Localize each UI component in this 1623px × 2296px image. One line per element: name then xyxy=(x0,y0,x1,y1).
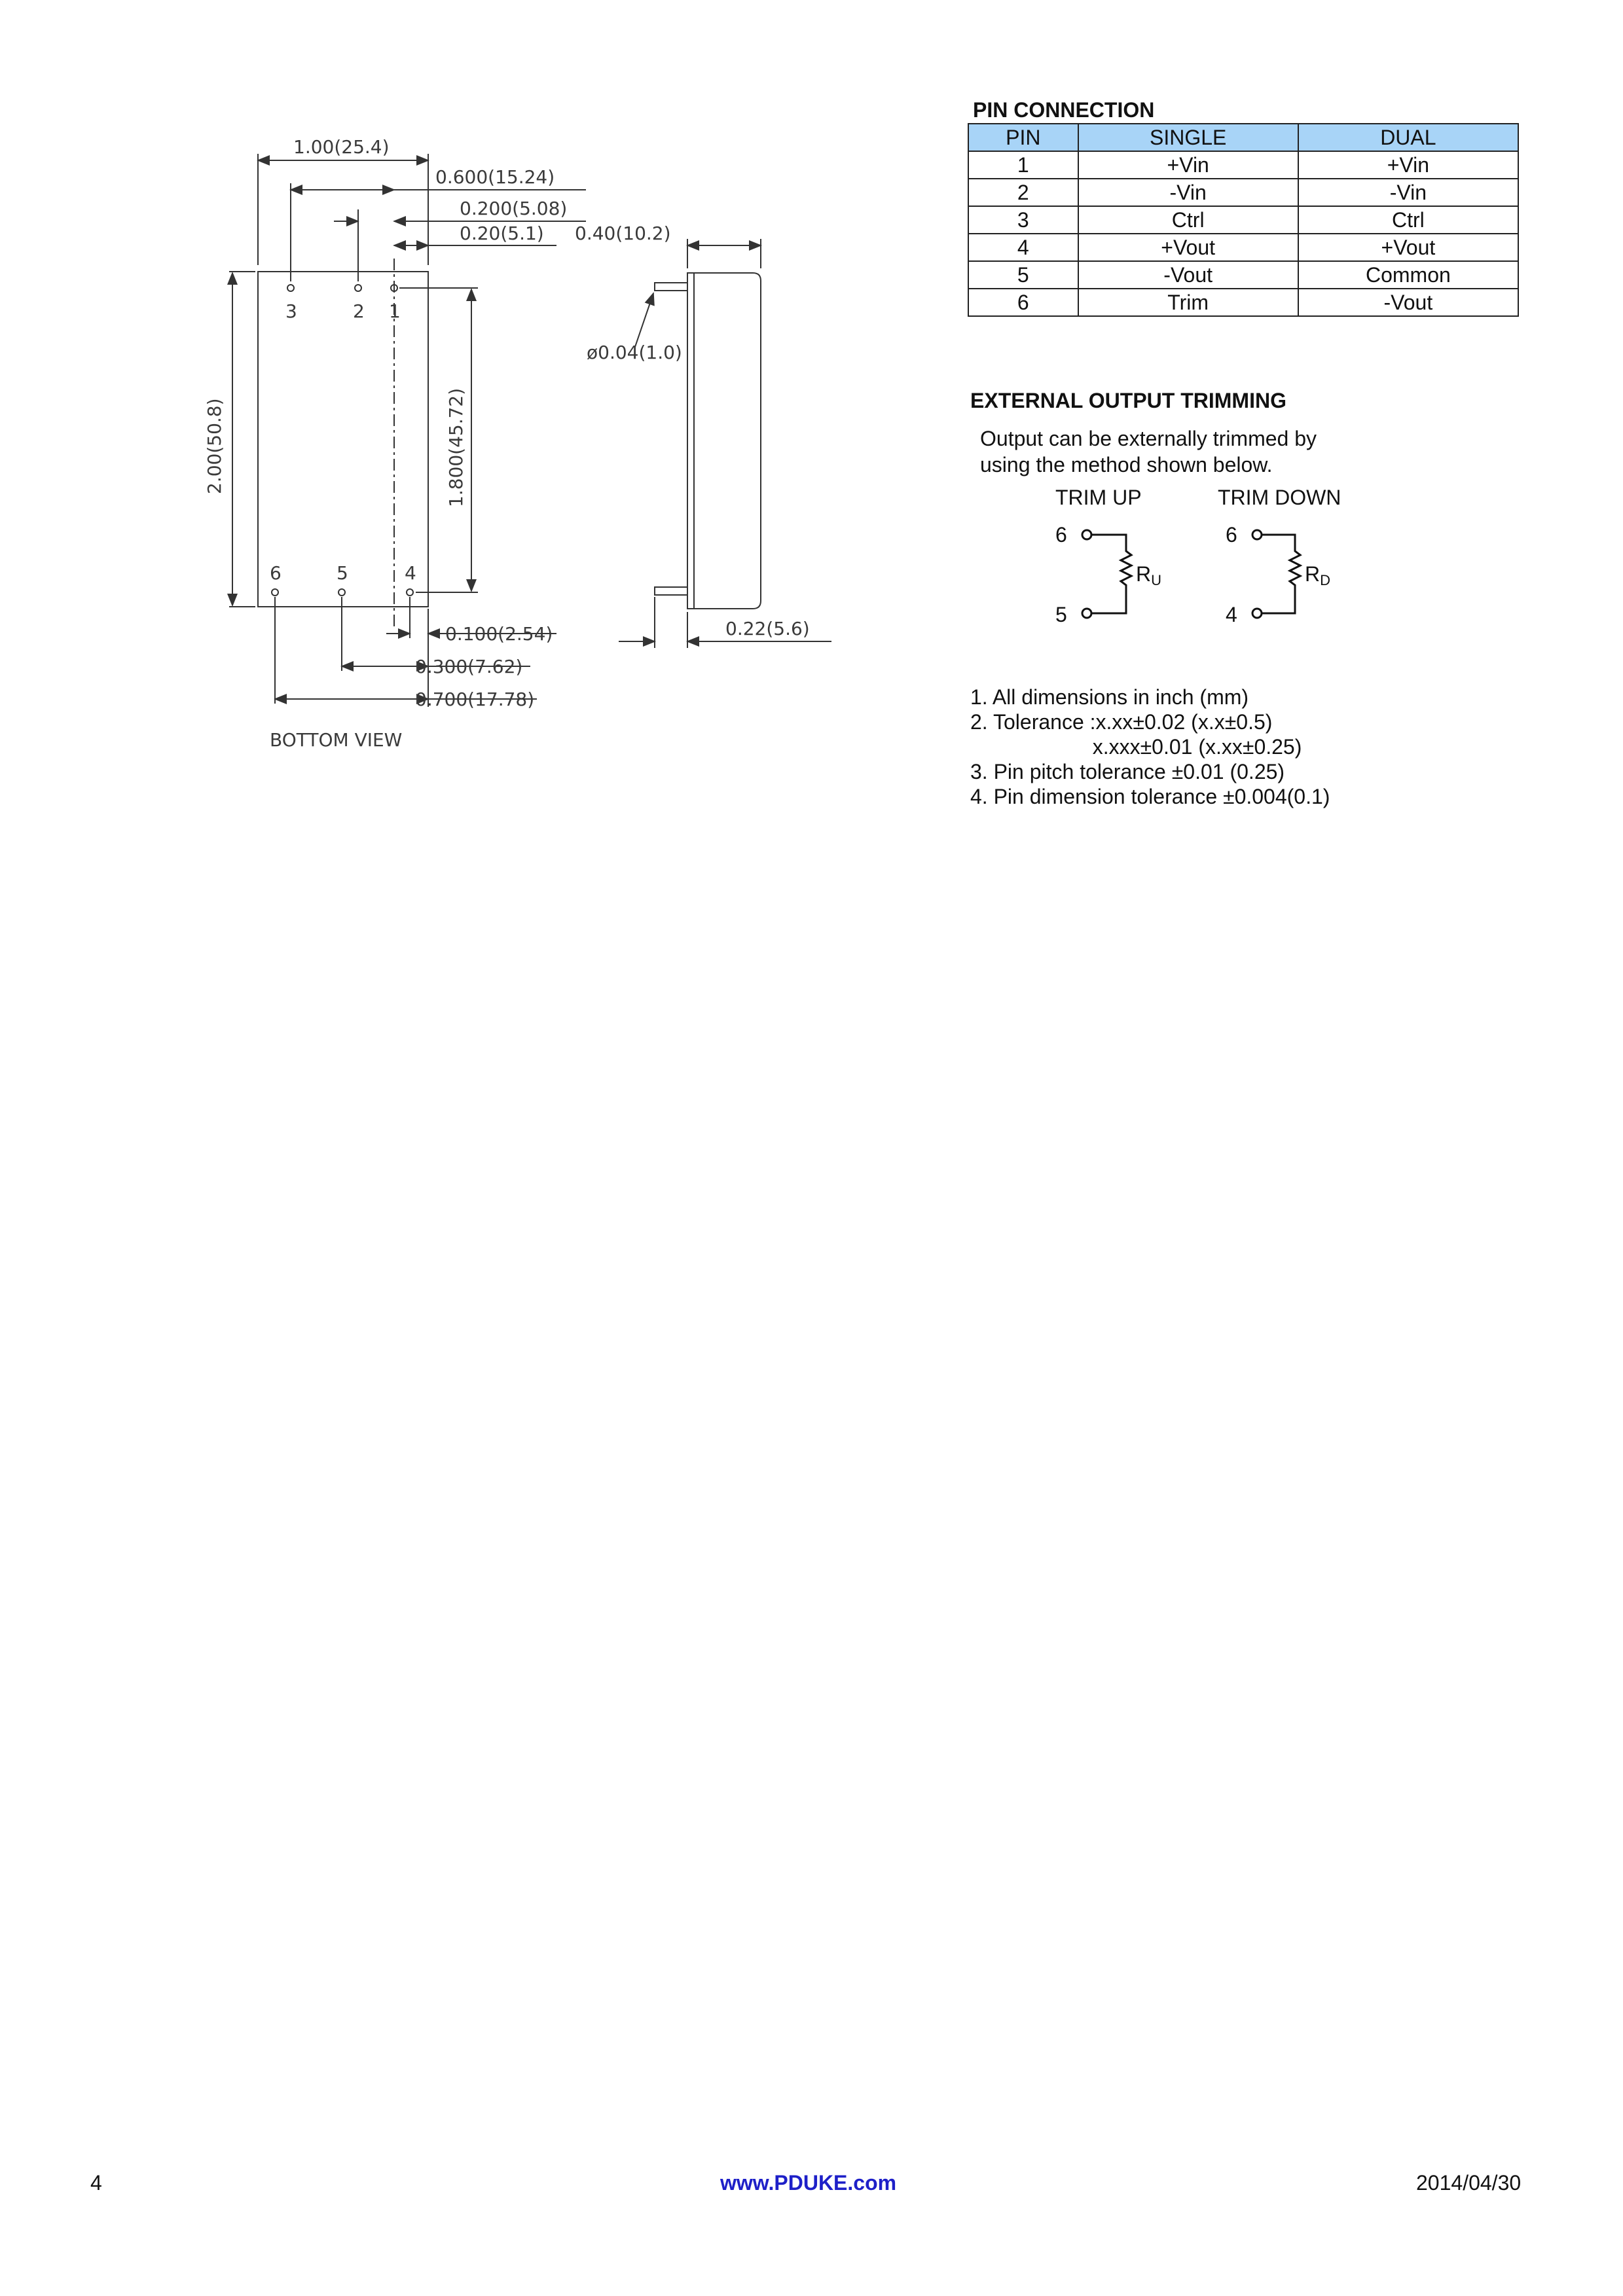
trim-down-label: TRIM DOWN xyxy=(1218,486,1341,509)
cell-pin: 4 xyxy=(968,234,1078,261)
trimming-desc-line1: Output can be externally trimmed by xyxy=(980,427,1317,450)
table-row xyxy=(968,289,1518,316)
trimming-desc-line2: using the method shown below. xyxy=(980,453,1273,476)
page-number: 4 xyxy=(90,2171,102,2195)
pin-label-4: 4 xyxy=(405,562,416,584)
table-row xyxy=(968,261,1518,289)
table-row xyxy=(968,234,1518,261)
bottom-view-label: BOTTOM VIEW xyxy=(270,729,403,751)
pin-4-marker xyxy=(407,589,413,596)
trim-down-circuit xyxy=(1252,530,1300,618)
dim-pin1-offset-label: 0.20(5.1) xyxy=(460,223,544,244)
mechanical-drawing xyxy=(190,131,858,779)
trim-up-bottom-pin: 5 xyxy=(1055,603,1067,626)
table-header-row xyxy=(968,124,1518,151)
dim-height-side-label: 0.40(10.2) xyxy=(575,223,671,244)
cell-single: Trim xyxy=(1078,289,1298,316)
cell-dual: +Vin xyxy=(1298,151,1518,179)
cell-dual: Common xyxy=(1298,261,1518,289)
dim-pin6-offset-label: 0.700(17.78) xyxy=(415,689,535,710)
trim-up-circuit xyxy=(1082,530,1131,618)
trim-down-resistor-sub: D xyxy=(1320,572,1330,588)
dim-pin4-offset-label: 0.100(2.54) xyxy=(445,623,553,645)
cell-single: Ctrl xyxy=(1078,206,1298,234)
dim-pin-pitch-label: 0.200(5.08) xyxy=(460,198,568,219)
module-outline xyxy=(258,272,428,607)
dim-pin-diameter-label: ø0.04(1.0) xyxy=(587,342,682,363)
pin-label-2: 2 xyxy=(353,300,365,322)
pin-3-marker xyxy=(287,285,294,291)
side-view-outline xyxy=(687,273,761,609)
pin-connection-table xyxy=(968,123,1519,317)
cell-pin: 6 xyxy=(968,289,1078,316)
cell-dual: -Vin xyxy=(1298,179,1518,206)
trimming-title: EXTERNAL OUTPUT TRIMMING xyxy=(970,389,1286,412)
cell-dual: +Vout xyxy=(1298,234,1518,261)
cell-single: +Vout xyxy=(1078,234,1298,261)
dim-width-label: 1.00(25.4) xyxy=(293,136,390,158)
trimming-description xyxy=(980,425,1438,478)
cell-pin: 1 xyxy=(968,151,1078,179)
note-2-continued: x.xxx±0.01 (x.xx±0.25) xyxy=(970,735,1302,759)
cell-single: +Vin xyxy=(1078,151,1298,179)
dim-pin-length-label: 0.22(5.6) xyxy=(725,618,810,639)
trim-up-resistor: RU xyxy=(1136,562,1161,588)
dim-pin-span-label: 0.600(15.24) xyxy=(435,166,555,188)
cell-dual: -Vout xyxy=(1298,289,1518,316)
dimension-notes xyxy=(970,685,1330,809)
header-single: SINGLE xyxy=(1078,124,1298,151)
table-row xyxy=(968,151,1518,179)
pin-label-6: 6 xyxy=(270,562,282,584)
pin-label-3: 3 xyxy=(285,300,297,322)
table-row xyxy=(968,179,1518,206)
trim-up-label: TRIM UP xyxy=(1055,486,1142,509)
pin-connection-title: PIN CONNECTION xyxy=(973,98,1155,122)
pin-label-1: 1 xyxy=(389,300,401,322)
pin-2-marker xyxy=(355,285,361,291)
trim-down-bottom-pin: 4 xyxy=(1226,603,1237,626)
pin-label-5: 5 xyxy=(337,562,348,584)
header-dual: DUAL xyxy=(1298,124,1518,151)
cell-pin: 3 xyxy=(968,206,1078,234)
dim-row-spacing-label: 1.800(45.72) xyxy=(445,387,467,507)
cell-single: -Vout xyxy=(1078,261,1298,289)
document-date: 2014/04/30 xyxy=(1416,2171,1522,2195)
dim-length-label: 2.00(50.8) xyxy=(204,398,225,494)
website-link[interactable]: www.PDUKE.com xyxy=(720,2171,897,2195)
trim-down-resistor: RD xyxy=(1305,562,1330,588)
trim-diagrams xyxy=(1041,484,1381,635)
header-pin: PIN xyxy=(968,124,1078,151)
note-3: 3. Pin pitch tolerance ±0.01 (0.25) xyxy=(970,760,1285,783)
cell-dual: Ctrl xyxy=(1298,206,1518,234)
table-row xyxy=(968,206,1518,234)
note-2: 2. Tolerance :x.xx±0.02 (x.x±0.5) xyxy=(970,710,1273,734)
pin-6-marker xyxy=(272,589,278,596)
dim-pin5-offset-label: 0.300(7.62) xyxy=(415,656,523,677)
trim-up-resistor-sub: U xyxy=(1151,572,1161,588)
cell-single: -Vin xyxy=(1078,179,1298,206)
pin-5-marker xyxy=(338,589,345,596)
note-1: 1. All dimensions in inch (mm) xyxy=(970,685,1249,709)
trim-up-top-pin: 6 xyxy=(1055,523,1067,547)
trim-down-top-pin: 6 xyxy=(1226,523,1237,547)
cell-pin: 2 xyxy=(968,179,1078,206)
cell-pin: 5 xyxy=(968,261,1078,289)
note-4: 4. Pin dimension tolerance ±0.004(0.1) xyxy=(970,785,1330,808)
